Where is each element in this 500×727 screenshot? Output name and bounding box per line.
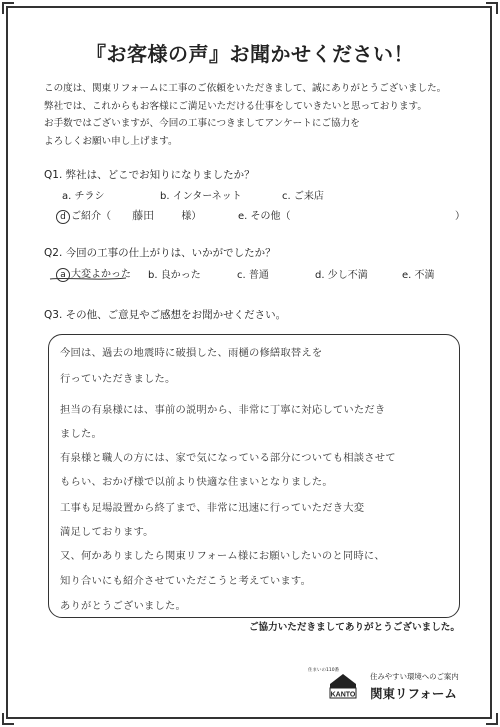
q1-option-c[interactable]: c. ご来店	[282, 191, 324, 202]
q2-handwritten-underline	[48, 276, 128, 282]
corner-bottom-right	[486, 713, 498, 725]
company-name: 関東リフォーム	[370, 686, 457, 701]
closing-thanks: ご協力いただきましてありがとうございました。	[248, 622, 460, 633]
answer-line: 担当の有泉様には、事前の説明から、非常に丁寧に対応していただき	[60, 404, 386, 416]
q1-option-d-circle: d	[56, 210, 70, 224]
q1-referrer-name: 藤田	[132, 209, 155, 222]
answer-line: もらい、おかげ様で以前より快適な住まいとなりました。	[60, 476, 333, 488]
q2-option-a-label: 大変よかった	[71, 269, 131, 280]
answer-line: ありがとうございました。	[60, 600, 186, 612]
q1-option-a[interactable]: a. チラシ	[62, 191, 105, 202]
q1-option-b[interactable]: b. インターネット	[160, 191, 242, 202]
q2-option-e[interactable]: e. 不満	[402, 270, 435, 281]
footer-tagline: 住みやすい環境へのご案内	[370, 672, 459, 681]
answer-line: 又、何かありましたら関東リフォーム様にお願いしたいのと同時に、	[60, 550, 385, 562]
intro-line: よろしくお願い申し上げます。	[44, 135, 178, 147]
corner-top-right	[486, 2, 498, 14]
q1-question: Q1. 弊社は、どこでお知りになりましたか？	[44, 169, 255, 181]
q2-option-d[interactable]: d. 少し不満	[315, 270, 368, 281]
corner-top-left	[2, 2, 14, 14]
intro-line: 弊社では、これからもお客様にご満足いただける仕事をしていきたいと思っております。	[44, 100, 427, 112]
footer-small-text: 住まいの110番	[308, 668, 340, 673]
intro-line: お手数ではございますが、今回の工事につきましてアンケートにご協力を	[44, 118, 360, 129]
q1-option-d-label: ご紹介（	[71, 211, 111, 222]
logo-text: KANTO	[330, 691, 356, 699]
q2-option-c[interactable]: c. 普通	[237, 270, 269, 281]
q1-referrer-suffix: 様）	[181, 211, 202, 222]
answer-line: 工事も足場設置から終了まで、非常に迅速に行っていただき大変	[60, 502, 365, 514]
q1-option-e-close: ）	[455, 211, 465, 222]
page-title: 『お客様の声』お聞かせください！	[86, 42, 414, 66]
answer-line: 今回は、過去の地震時に破損した、雨樋の修繕取替えを	[60, 347, 323, 359]
q1-option-d[interactable]	[56, 207, 201, 224]
q2-option-a-circle: a	[56, 268, 70, 282]
kanto-logo-icon	[326, 668, 360, 702]
answer-line: 行っていただきました。	[60, 373, 176, 385]
answer-line: 知り合いにも紹介させていただこうと考えています。	[60, 575, 312, 587]
corner-bottom-left	[2, 713, 14, 725]
answer-line: 有泉様と職人の方には、家で気になっている部分についても相談させて	[60, 452, 396, 464]
q1-option-e[interactable]: e. その他（	[238, 211, 291, 222]
answer-line: 満足しております。	[60, 526, 154, 538]
intro-text	[44, 80, 474, 150]
q2-option-b[interactable]: b. 良かった	[148, 270, 201, 281]
q3-question: Q3. その他、ご意見やご感想をお聞かせください。	[44, 309, 287, 321]
intro-line: この度は、関東リフォームに工事のご依頼をいただきまして、誠にありがとうございました。	[44, 83, 447, 94]
answer-line: ました。	[60, 428, 102, 440]
q2-question: Q2. 今回の工事の仕上がりは、いかがでしたか？	[44, 247, 276, 259]
